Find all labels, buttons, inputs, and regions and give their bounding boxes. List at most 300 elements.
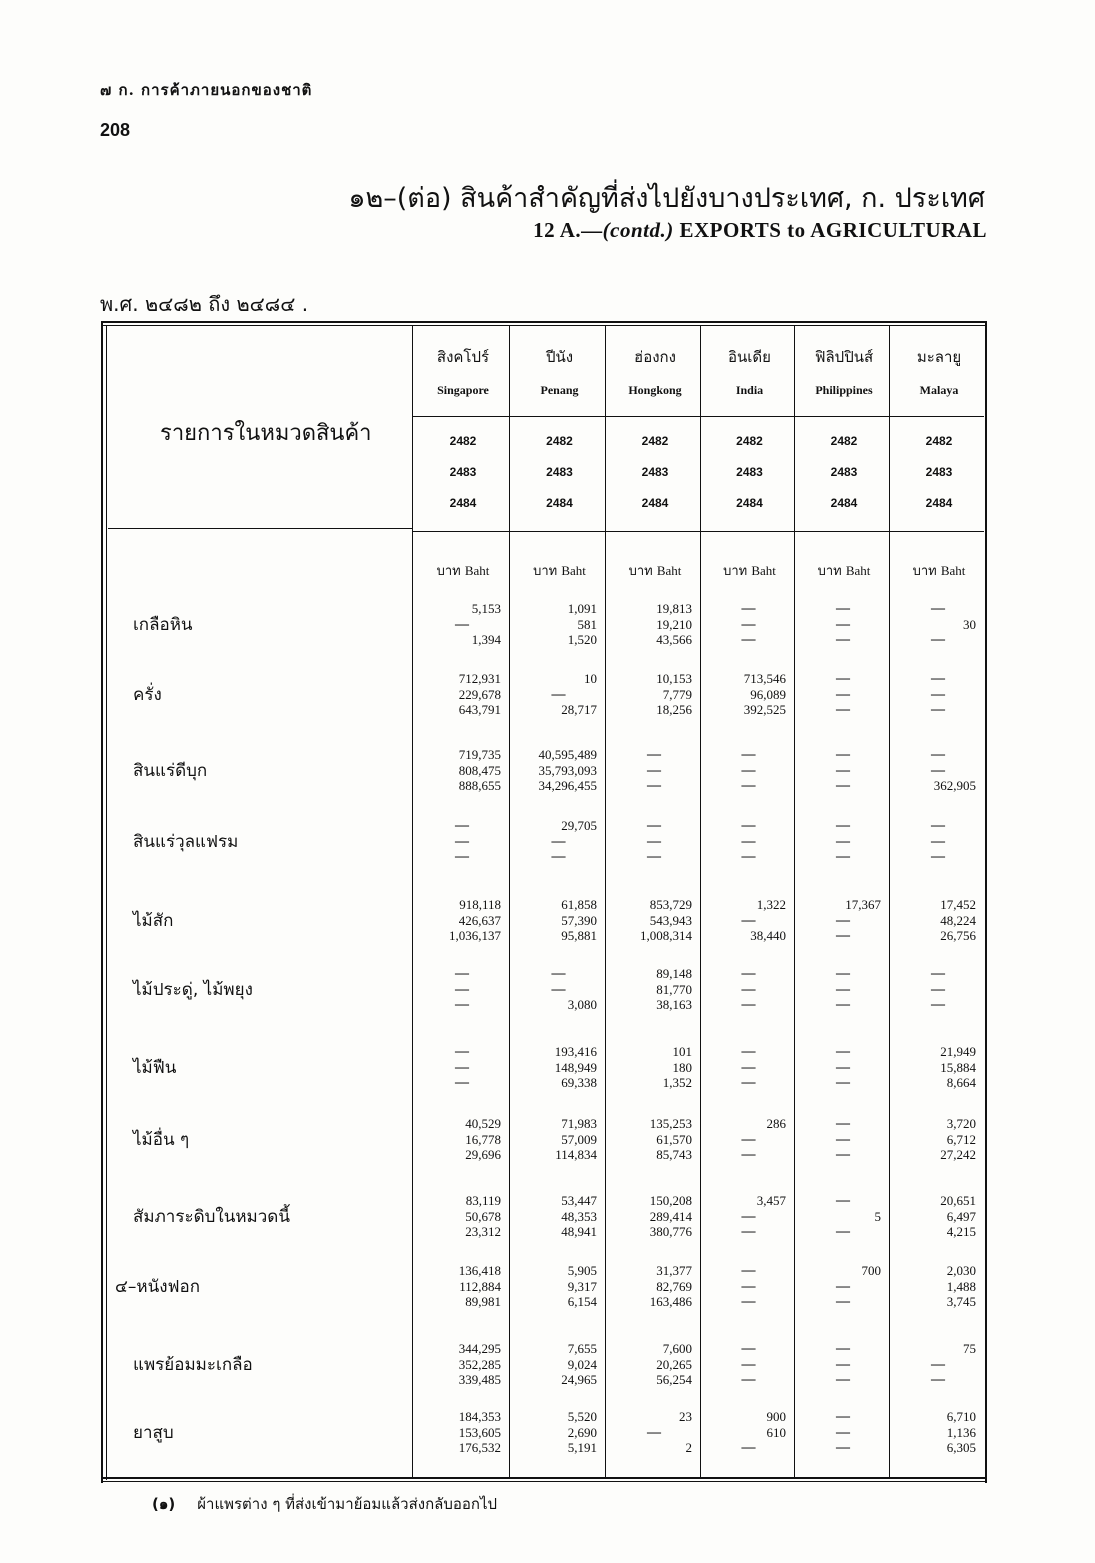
cell-value: — <box>741 912 756 928</box>
cell-value: — <box>836 1224 850 1239</box>
data-cell <box>415 897 501 944</box>
cell-value: — <box>647 747 661 762</box>
cell-value: 83,119 <box>465 1193 501 1208</box>
year-list <box>608 426 702 519</box>
cell-value: 48,941 <box>561 1224 597 1239</box>
unit-thai: บาท <box>817 564 846 579</box>
cell-value: 19,210 <box>656 616 692 632</box>
data-cell <box>892 601 976 648</box>
cell-value: 5,520 <box>567 1409 597 1424</box>
period-label: พ.ศ. ๒๔๘๒ ถึง ๒๔๘๔ . <box>100 292 309 316</box>
cell-value: — <box>836 632 850 647</box>
cell-value: 719,735 <box>458 747 501 762</box>
cell-value: 808,475 <box>458 762 501 778</box>
cell-value: — <box>836 1193 850 1208</box>
cell-value: — <box>741 1059 756 1075</box>
cell-value: — <box>741 966 756 981</box>
table-bottom-rule-inner <box>103 1481 987 1482</box>
year-label: 2482 <box>449 434 477 448</box>
cell-value: 16,778 <box>465 1131 501 1147</box>
cell-value: 900 <box>766 1409 786 1424</box>
cell-value: 75 <box>963 1341 976 1356</box>
cell-value: — <box>836 1409 850 1424</box>
cell-value: 57,009 <box>561 1131 597 1147</box>
subheader-rule <box>510 416 605 417</box>
unit-label <box>608 560 702 581</box>
cell-value: — <box>741 1147 756 1162</box>
cell-value: — <box>551 981 566 997</box>
column-name-english: Philippines <box>815 383 873 397</box>
data-cell <box>608 1044 692 1091</box>
data-cell <box>415 1193 501 1240</box>
cell-value: 6,154 <box>567 1294 597 1309</box>
year-list <box>512 426 607 519</box>
cell-value: — <box>741 1341 756 1356</box>
cell-value: 888,655 <box>458 778 501 793</box>
cell-value: 5,153 <box>471 601 501 616</box>
cell-value: — <box>836 981 850 997</box>
cell-value: 6,712 <box>946 1131 976 1147</box>
cell-value: — <box>741 833 756 849</box>
header-separator <box>108 528 413 529</box>
cell-value: 380,776 <box>649 1224 692 1239</box>
title-contd: (contd.) <box>602 218 674 242</box>
cell-value: — <box>931 762 945 778</box>
cell-value: 1,352 <box>662 1075 692 1090</box>
cell-value: 95,881 <box>561 928 597 943</box>
cell-value: 53,447 <box>561 1193 597 1208</box>
data-cell <box>512 1116 597 1163</box>
cell-value: 1,008,314 <box>640 928 692 943</box>
year-label: 2484 <box>925 496 953 510</box>
cell-value: — <box>741 1372 756 1387</box>
column-name-english: India <box>735 383 764 397</box>
data-cell <box>512 601 597 648</box>
data-cell <box>415 1409 501 1456</box>
cell-value: 229,678 <box>458 686 501 702</box>
cell-value: — <box>836 747 850 762</box>
cell-value: 18,256 <box>656 702 692 717</box>
data-cell <box>512 1044 597 1091</box>
year-label: 2482 <box>736 434 763 448</box>
column-header <box>608 345 702 398</box>
cell-value: 286 <box>766 1116 786 1131</box>
data-cell <box>892 1044 976 1091</box>
footnote <box>152 1492 497 1516</box>
column-name-thai: ปีนัง <box>545 348 574 366</box>
cell-value: 8,664 <box>946 1075 976 1090</box>
cell-value: — <box>836 601 850 616</box>
cell-value: 29,705 <box>561 818 597 833</box>
year-label: 2484 <box>546 496 573 510</box>
cell-value: 7,600 <box>662 1341 692 1356</box>
data-cell <box>892 747 976 794</box>
data-cell <box>608 747 692 794</box>
table-top-rule <box>103 321 987 323</box>
data-cell <box>512 671 597 718</box>
year-rule <box>510 531 605 532</box>
cell-value: 1,136 <box>946 1424 976 1440</box>
cell-value: 48,353 <box>561 1208 597 1224</box>
cell-value: — <box>931 981 945 997</box>
table-title-english <box>533 218 987 243</box>
items-column-header: รายการในหมวดสินค้า <box>160 421 372 446</box>
row-label: สัมภาระดิบในหมวดนี้ <box>133 1207 290 1227</box>
data-cell <box>892 671 976 718</box>
cell-value: 581 <box>577 616 597 632</box>
cell-value: — <box>741 981 756 997</box>
cell-value: 180 <box>672 1059 692 1075</box>
data-cell <box>703 1116 786 1163</box>
cell-value: — <box>647 833 661 849</box>
data-cell <box>608 601 692 648</box>
cell-value: 89,148 <box>656 966 692 981</box>
data-cell <box>797 1044 881 1091</box>
column-name-thai: อินเดีย <box>728 348 771 366</box>
cell-value: — <box>741 1278 756 1294</box>
year-rule <box>606 531 700 532</box>
cell-value: — <box>836 1059 850 1075</box>
data-cell <box>608 966 692 1013</box>
subheader-rule <box>701 416 794 417</box>
cell-value: 81,770 <box>656 981 692 997</box>
cell-value: 31,377 <box>656 1263 692 1278</box>
cell-value: — <box>931 671 945 686</box>
cell-value: — <box>931 702 945 717</box>
row-label: สินแร่ดีบุก <box>133 761 208 781</box>
data-cell <box>415 1263 501 1310</box>
cell-value: — <box>741 762 756 778</box>
cell-value: — <box>836 1424 850 1440</box>
footnote-text: ผ้าแพรต่าง ๆ ที่ส่งเข้ามาย้อมแล้วส่งกลับออกไป <box>197 1495 498 1513</box>
cell-value: 713,546 <box>743 671 786 686</box>
cell-value: — <box>455 1044 469 1059</box>
data-cell <box>608 1263 692 1310</box>
cell-value: — <box>931 1372 945 1387</box>
cell-value: — <box>741 818 756 833</box>
title-prefix: 12 A.— <box>533 218 603 242</box>
row-label: ไม้สัก <box>133 911 174 931</box>
cell-value: — <box>741 1208 756 1224</box>
table-left-rule-inner <box>106 325 107 1480</box>
data-cell <box>512 1409 597 1456</box>
cell-value: — <box>455 616 469 632</box>
cell-value: 7,655 <box>567 1341 597 1356</box>
cell-value: 344,295 <box>458 1341 501 1356</box>
cell-value: 918,118 <box>459 897 501 912</box>
cell-value: — <box>931 849 945 864</box>
cell-value: 24,965 <box>561 1372 597 1387</box>
table-top-rule-inner <box>103 325 987 326</box>
cell-value: — <box>836 616 850 632</box>
year-label: 2482 <box>830 434 858 448</box>
data-cell <box>608 1193 692 1240</box>
subheader-rule <box>890 416 984 417</box>
cell-value: 34,296,455 <box>538 778 597 793</box>
cell-value: 27,242 <box>940 1147 976 1162</box>
cell-value: — <box>836 1372 850 1387</box>
column-name-thai: ฮ่องกง <box>634 348 676 366</box>
data-cell <box>797 1263 881 1310</box>
cell-value: 153,605 <box>458 1424 501 1440</box>
cell-value: 85,743 <box>656 1147 692 1162</box>
cell-value: 5 <box>874 1208 881 1224</box>
unit-label <box>892 560 986 581</box>
data-cell <box>797 818 881 865</box>
cell-value: — <box>647 849 661 864</box>
cell-value: — <box>931 601 945 616</box>
data-cell <box>892 1116 976 1163</box>
data-cell <box>892 1409 976 1456</box>
table-left-rule <box>101 321 103 1483</box>
cell-value: 5,191 <box>567 1440 597 1455</box>
data-cell <box>892 966 976 1013</box>
subheader-rule <box>413 416 509 417</box>
year-list <box>703 426 796 519</box>
cell-value: — <box>836 928 850 943</box>
cell-value: — <box>836 966 850 981</box>
cell-value: 38,163 <box>656 997 692 1012</box>
cell-value: — <box>931 686 945 702</box>
cell-value: 163,486 <box>649 1294 692 1309</box>
cell-value: — <box>836 1356 850 1372</box>
data-cell <box>415 1044 501 1091</box>
subheader-rule <box>795 416 889 417</box>
cell-value: — <box>551 686 566 702</box>
unit-thai: บาท <box>533 564 562 579</box>
year-list <box>797 426 891 519</box>
row-label: ไม้อื่น ๆ <box>133 1130 190 1150</box>
table-bottom-rule <box>103 1477 987 1479</box>
column-name-english: Penang <box>540 383 579 397</box>
cell-value: — <box>836 762 850 778</box>
cell-value: 21,949 <box>940 1044 976 1059</box>
data-cell <box>797 1409 881 1456</box>
data-cell <box>512 966 597 1013</box>
cell-value: 6,497 <box>946 1208 976 1224</box>
cell-value: 69,338 <box>561 1075 597 1090</box>
unit-label <box>512 560 607 581</box>
section-header: ๗ ก. การค้าภายนอกของชาติ <box>100 81 313 99</box>
unit-english: Baht <box>656 563 682 578</box>
cell-value: 15,884 <box>940 1059 976 1075</box>
cell-value: 10 <box>584 671 597 686</box>
cell-value: 3,745 <box>946 1294 976 1309</box>
cell-value: 176,532 <box>458 1440 501 1455</box>
cell-value: 71,983 <box>561 1116 597 1131</box>
year-label: 2483 <box>546 465 573 479</box>
year-rule <box>795 531 889 532</box>
year-label: 2483 <box>925 465 953 479</box>
data-cell <box>892 818 976 865</box>
cell-value: 3,457 <box>756 1193 786 1208</box>
cell-value: 114,834 <box>555 1147 597 1162</box>
cell-value: — <box>931 997 945 1012</box>
cell-value: 38,440 <box>750 928 786 943</box>
column-header <box>512 345 607 398</box>
data-cell <box>608 1409 692 1456</box>
cell-value: — <box>931 747 945 762</box>
data-cell <box>797 671 881 718</box>
cell-value: 193,416 <box>554 1044 597 1059</box>
cell-value: 362,905 <box>933 778 976 793</box>
cell-value: 23,312 <box>465 1224 501 1239</box>
data-cell <box>703 601 786 648</box>
cell-value: — <box>836 912 850 928</box>
cell-value: 5,905 <box>567 1263 597 1278</box>
cell-value: 43,566 <box>656 632 692 647</box>
cell-value: — <box>931 833 945 849</box>
cell-value: — <box>647 1424 661 1440</box>
cell-value: 9,317 <box>567 1278 597 1294</box>
cell-value: 136,418 <box>458 1263 501 1278</box>
cell-value: — <box>741 1263 756 1278</box>
cell-value: 30 <box>963 616 976 632</box>
cell-value: — <box>836 671 850 686</box>
unit-english: Baht <box>845 563 871 578</box>
row-label: เกลือหิน <box>133 615 193 635</box>
cell-value: 3,720 <box>946 1116 976 1131</box>
cell-value: 40,595,489 <box>538 747 597 762</box>
year-label: 2484 <box>641 496 669 510</box>
cell-value: 352,285 <box>458 1356 501 1372</box>
cell-value: 853,729 <box>649 897 692 912</box>
year-label: 2482 <box>925 434 953 448</box>
data-cell <box>415 818 501 865</box>
title-rest: EXPORTS to AGRICULTURAL <box>673 218 987 242</box>
cell-value: — <box>455 818 469 833</box>
cell-value: 17,367 <box>845 897 881 912</box>
data-cell <box>797 601 881 648</box>
year-rule <box>890 531 984 532</box>
unit-label <box>415 560 511 581</box>
cell-value: — <box>741 601 756 616</box>
cell-value: 1,520 <box>567 632 597 647</box>
cell-value: 89,981 <box>465 1294 501 1309</box>
data-cell <box>512 1341 597 1388</box>
cell-value: 50,678 <box>465 1208 501 1224</box>
cell-value: 392,525 <box>743 702 786 717</box>
data-cell <box>703 1409 786 1456</box>
cell-value: 6,710 <box>946 1409 976 1424</box>
cell-value: — <box>836 997 850 1012</box>
data-cell <box>703 897 786 944</box>
data-cell <box>608 818 692 865</box>
data-cell <box>797 1193 881 1240</box>
data-cell <box>415 671 501 718</box>
column-header <box>703 345 796 398</box>
cell-value: 610 <box>766 1424 786 1440</box>
cell-value: — <box>455 997 469 1012</box>
row-label: ยาสูบ <box>133 1423 174 1443</box>
data-cell <box>415 966 501 1013</box>
cell-value: 135,253 <box>649 1116 692 1131</box>
cell-value: — <box>741 632 756 647</box>
cell-value: — <box>836 1440 850 1455</box>
year-label: 2484 <box>830 496 858 510</box>
cell-value: 61,858 <box>561 897 597 912</box>
cell-value: 29,696 <box>465 1147 501 1162</box>
unit-thai: บาท <box>723 564 752 579</box>
cell-value: — <box>647 762 661 778</box>
data-cell <box>703 1263 786 1310</box>
year-label: 2482 <box>546 434 573 448</box>
cell-value: 101 <box>672 1044 692 1059</box>
cell-value: 7,779 <box>662 686 692 702</box>
cell-value: — <box>836 818 850 833</box>
cell-value: 48,224 <box>940 912 976 928</box>
cell-value: — <box>741 849 756 864</box>
cell-value: 289,414 <box>649 1208 692 1224</box>
data-cell <box>512 1193 597 1240</box>
column-divider <box>412 325 413 1477</box>
cell-value: 426,637 <box>458 912 501 928</box>
cell-value: — <box>931 818 945 833</box>
column-header <box>892 345 986 398</box>
cell-value: 712,931 <box>458 671 501 686</box>
subheader-rule <box>606 416 700 417</box>
column-name-english: Hongkong <box>628 383 682 397</box>
cell-value: — <box>836 833 850 849</box>
column-name-thai: มะลายู <box>916 348 962 366</box>
data-cell <box>512 1263 597 1310</box>
cell-value: 10,153 <box>656 671 692 686</box>
cell-value: 643,791 <box>458 702 501 717</box>
data-cell <box>608 897 692 944</box>
year-list <box>415 426 511 519</box>
unit-english: Baht <box>751 563 776 578</box>
page-number: 208 <box>100 120 131 140</box>
unit-thai: บาท <box>436 564 465 579</box>
cell-value: 1,488 <box>946 1278 976 1294</box>
cell-value: 40,529 <box>465 1116 501 1131</box>
cell-value: 35,793,093 <box>538 762 597 778</box>
data-cell <box>512 897 597 944</box>
data-cell <box>703 966 786 1013</box>
data-cell <box>415 747 501 794</box>
row-label: ครั่ง <box>133 685 162 705</box>
unit-thai: บาท <box>912 564 941 579</box>
cell-value: 26,756 <box>940 928 976 943</box>
year-label: 2484 <box>736 496 763 510</box>
data-cell <box>415 1116 501 1163</box>
cell-value: — <box>551 849 566 864</box>
cell-value: — <box>836 1278 850 1294</box>
unit-english: Baht <box>464 563 490 578</box>
year-label: 2483 <box>449 465 477 479</box>
unit-english: Baht <box>561 563 586 578</box>
year-label: 2483 <box>830 465 858 479</box>
cell-value: — <box>836 1075 850 1090</box>
data-cell <box>797 966 881 1013</box>
data-cell <box>797 747 881 794</box>
data-cell <box>797 1341 881 1388</box>
cell-value: 112,884 <box>459 1278 501 1294</box>
row-label: ไม้ฟืน <box>133 1058 177 1078</box>
cell-value: 17,452 <box>940 897 976 912</box>
cell-value: — <box>931 632 945 647</box>
row-label: ๔–หนังฟอก <box>115 1277 201 1297</box>
cell-value: — <box>836 1116 850 1131</box>
column-header <box>797 345 891 398</box>
year-rule <box>413 531 509 532</box>
data-cell <box>703 1341 786 1388</box>
cell-value: 3,080 <box>567 997 597 1012</box>
cell-value: — <box>836 686 850 702</box>
cell-value: — <box>551 833 566 849</box>
cell-value: — <box>931 1356 945 1372</box>
cell-value: — <box>741 1044 756 1059</box>
